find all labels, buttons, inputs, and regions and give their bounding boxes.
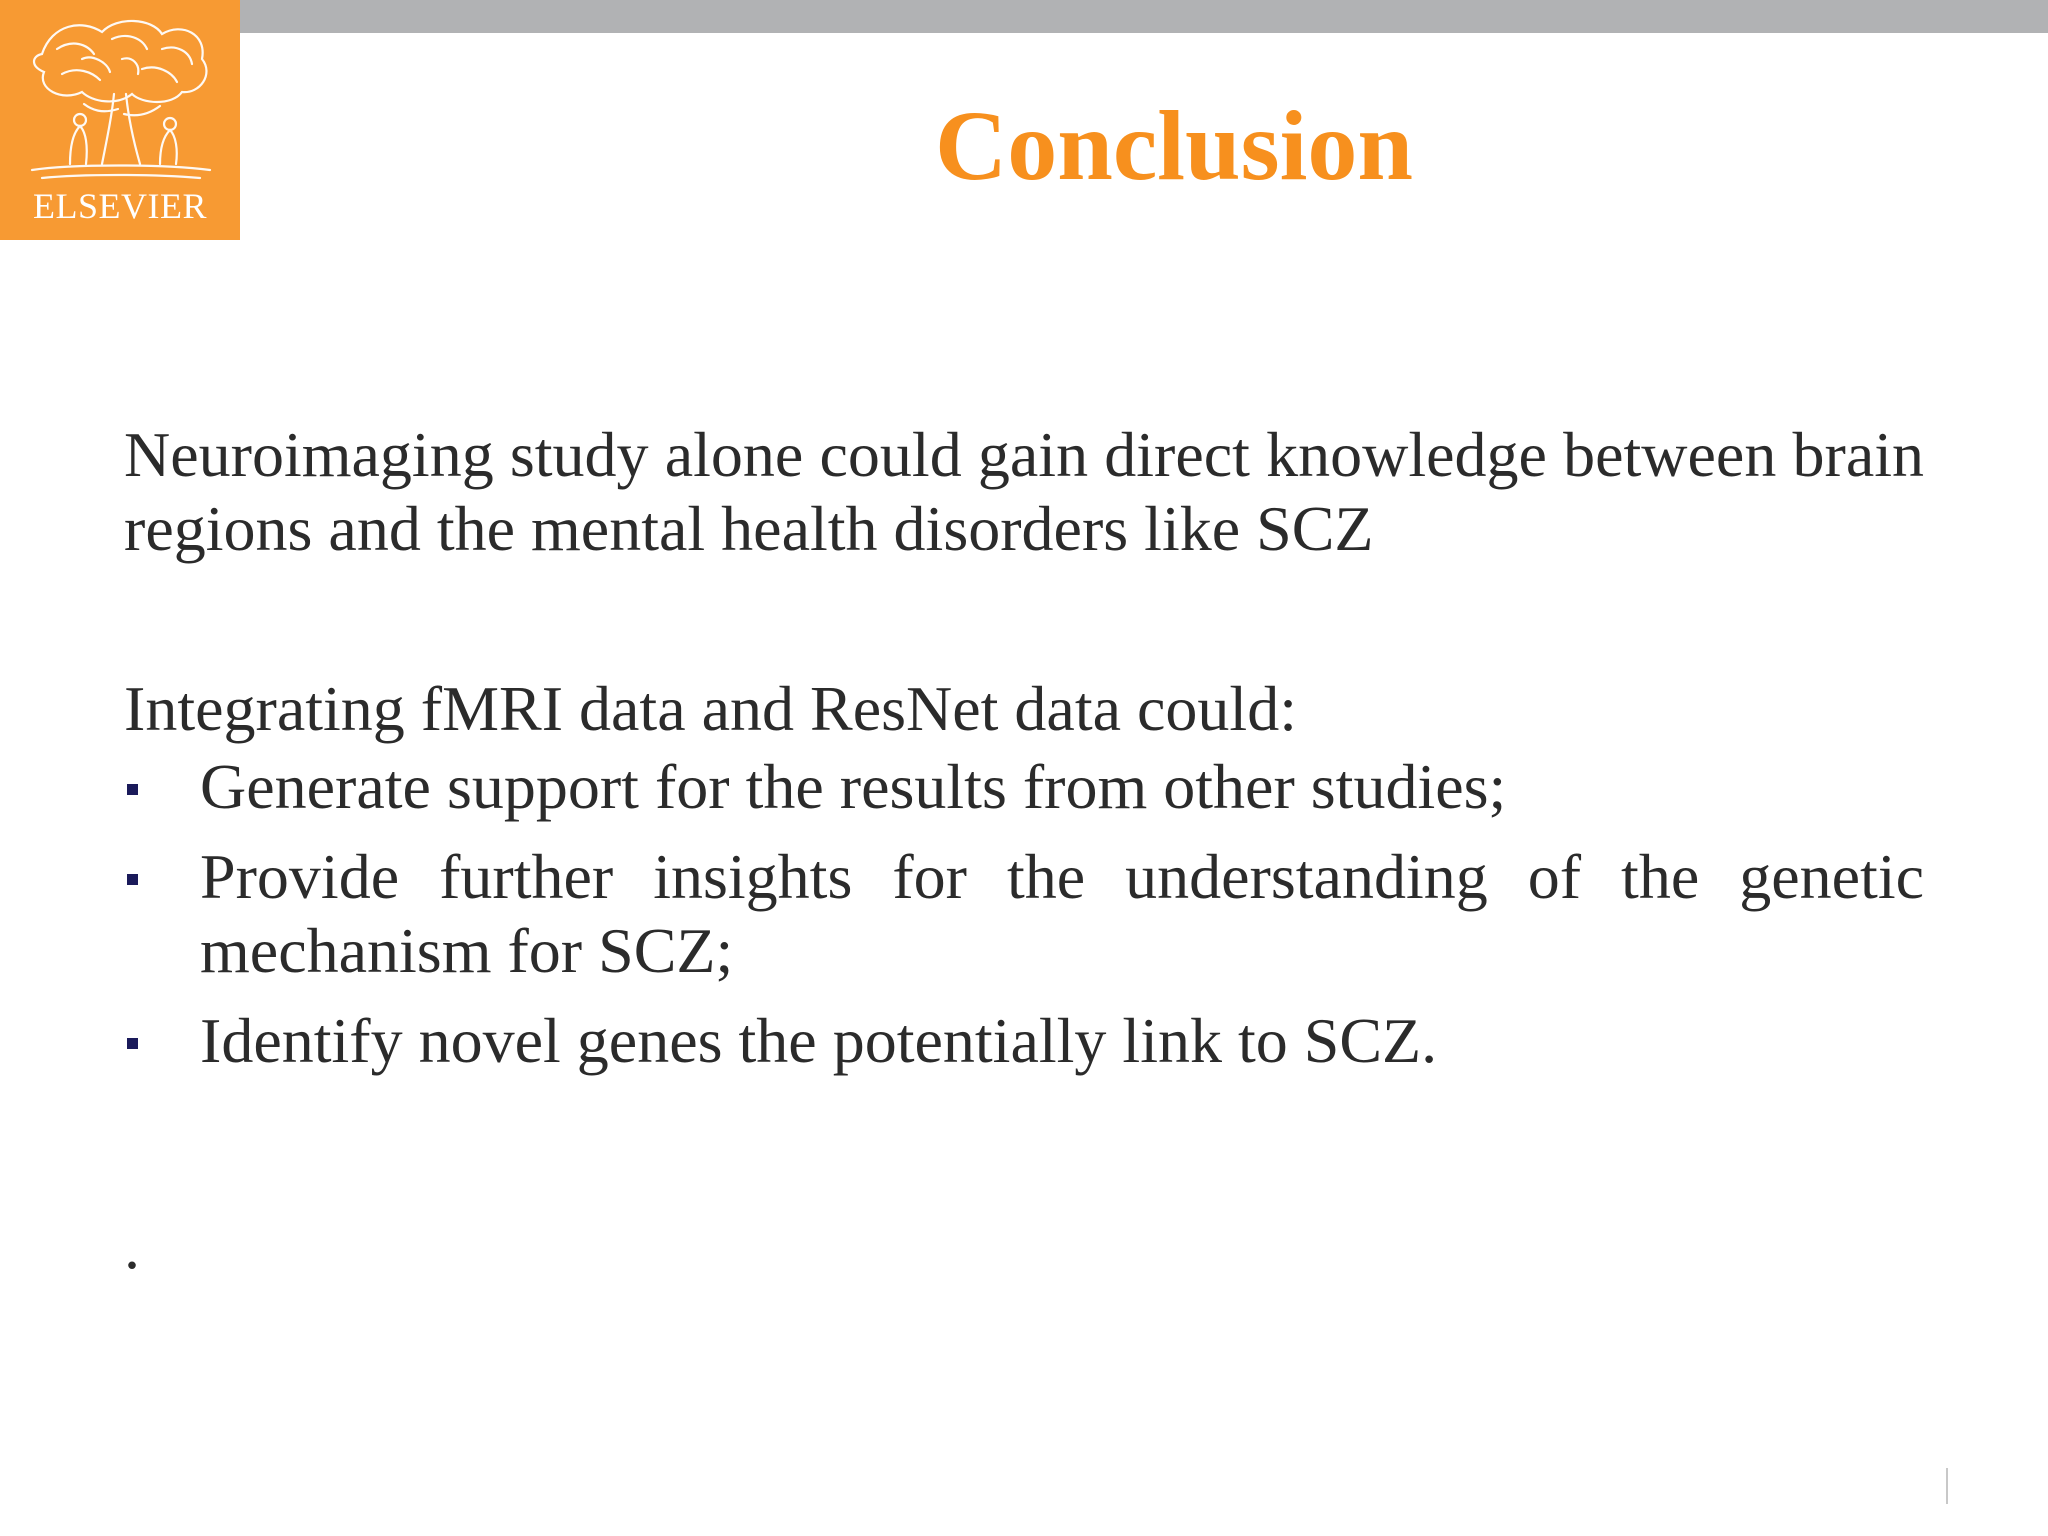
slide-content (124, 418, 1924, 1094)
paragraph-integrating: Integrating fMRI data and ResNet data could: (124, 673, 1297, 744)
elsevier-logo-text: ELSEVIER (33, 186, 207, 226)
top-banner-bar (240, 0, 2048, 33)
elsevier-logo (0, 0, 240, 240)
slide-divider (1946, 1468, 1948, 1504)
bullet-item (124, 750, 1924, 824)
trailing-text: . (124, 1211, 140, 1282)
bullet-text: Generate support for the results from other studies; (200, 751, 1507, 822)
bullet-list (124, 750, 1924, 1078)
square-bullet-icon (127, 784, 138, 795)
bullet-item (124, 840, 1924, 988)
bullet-item (124, 1004, 1924, 1078)
slide-title: Conclusion (935, 90, 1413, 201)
elsevier-tree-icon (22, 14, 218, 184)
square-bullet-icon (127, 874, 138, 885)
square-bullet-icon (127, 1038, 138, 1049)
bullet-text: Identify novel genes the potentially link to SCZ. (200, 1005, 1438, 1076)
paragraph-neuroimaging: Neuroimaging study alone could gain direct knowledge between brain regions and the mental health disorders like SCZ (124, 419, 1924, 564)
bullet-text: Provide further insights for the understanding of the genetic mechanism for SCZ; (200, 841, 1924, 986)
